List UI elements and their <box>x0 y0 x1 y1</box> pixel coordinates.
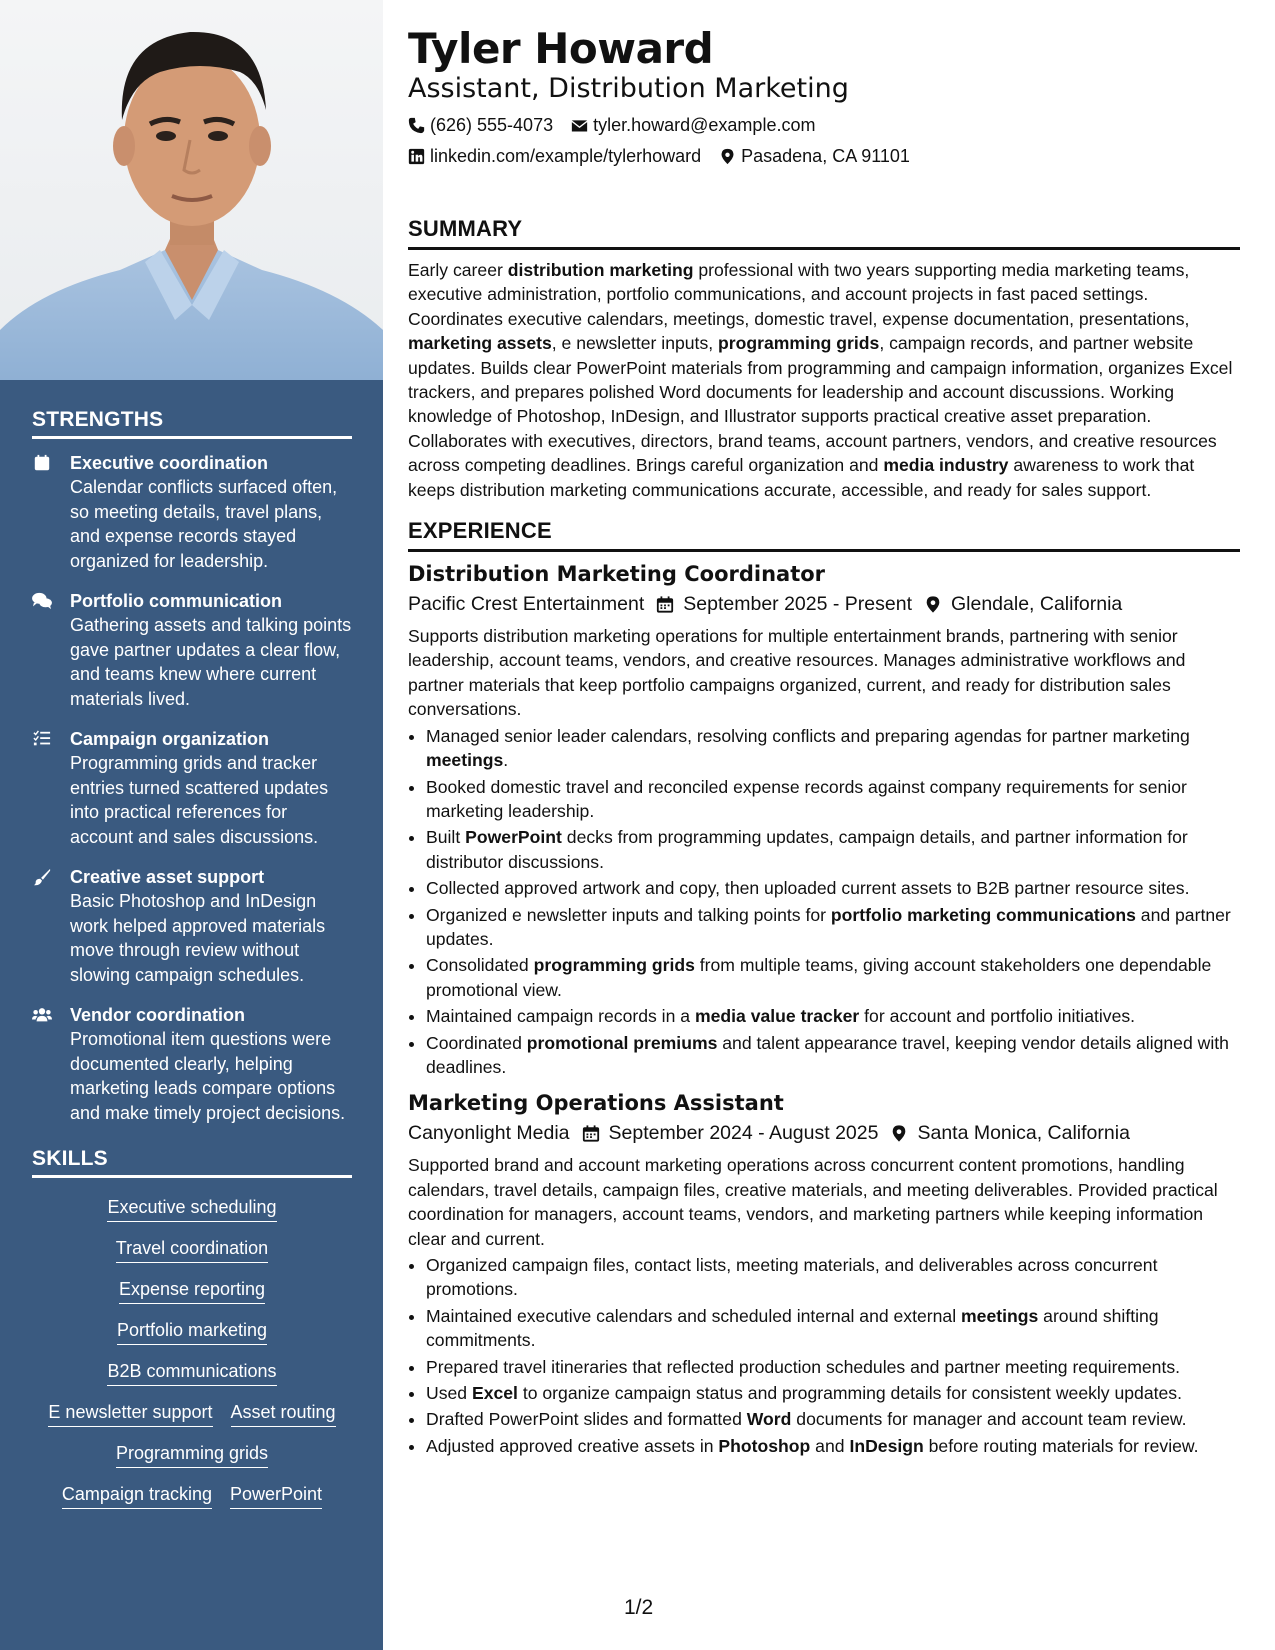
job-description: Supports distribution marketing operations for multiple entertainment brands, partnering with senior leadership, account teams, vendors, and creative resources. Manages administrative workflows and partner materials that keep portfolio campaigns organized, current, and ready for distribution sales conversations. <box>408 626 1186 720</box>
strength-item <box>32 1003 352 1125</box>
emphasis-text: media value tracker <box>694 1006 860 1027</box>
skill-tag: B2B communications <box>107 1360 276 1386</box>
text-segment: decks from programming updates, campaign details, and partner information for distributor discussions. <box>426 827 1188 872</box>
strength-item <box>32 451 352 573</box>
skills-list <box>32 1190 352 1509</box>
text-segment: around shifting commitments. <box>426 1305 1159 1351</box>
email-contact[interactable] <box>571 113 815 137</box>
strength-title: Portfolio communication <box>70 591 283 611</box>
skill-tag: Expense reporting <box>119 1278 265 1304</box>
job-bullets <box>408 724 1240 1080</box>
text-segment: Coordinated <box>426 1032 527 1053</box>
main-content <box>408 24 1240 1458</box>
text-segment: Drafted PowerPoint slides and formatted <box>426 1409 747 1430</box>
strength-description: Calendar conflicts surfaced often, so meeting details, travel plans, and expense records stayed organized for leadership. <box>70 477 338 571</box>
skill-tag: Travel coordination <box>116 1237 268 1263</box>
strength-title: Campaign organization <box>70 729 270 749</box>
strength-description: Promotional item questions were documented clearly, helping marketing leads compare options and make timely project decisions. <box>70 1029 346 1123</box>
calendar-icon <box>32 451 70 573</box>
list-item <box>426 1304 1240 1353</box>
list-check-icon <box>32 727 70 849</box>
text-segment: professional with two years supporting media marketing teams, executive administration, portfolio communications, and account projects in fast paced settings. Coordinates executive calendars, meetings, domestic travel, expense documentation, presentations, <box>408 260 1190 329</box>
map-pin-icon <box>890 1124 908 1143</box>
contact-row <box>408 144 1240 168</box>
paintbrush-icon <box>32 865 70 987</box>
contact-row <box>408 113 1240 137</box>
linkedin-url[interactable]: linkedin.com/example/tylerhoward <box>430 146 702 166</box>
list-item <box>426 825 1240 874</box>
text-segment: Consolidated <box>426 955 534 976</box>
page-number: 1/2 <box>624 1596 654 1619</box>
list-item <box>426 1407 1240 1431</box>
list-item <box>426 876 1240 900</box>
text-segment: Collected approved artwork and copy, then uploaded current assets to B2B partner resource sites. <box>426 878 1190 899</box>
skill-tag: E newsletter support <box>48 1401 212 1427</box>
profile-photo <box>0 0 383 380</box>
emphasis-text: marketing assets <box>408 333 552 354</box>
linkedin-contact[interactable] <box>408 144 701 168</box>
list-item <box>426 724 1240 773</box>
job-entry <box>408 560 1240 1079</box>
envelope-icon <box>571 117 588 134</box>
skill-tag: PowerPoint <box>230 1483 322 1509</box>
strength-item <box>32 589 352 711</box>
text-segment: Built <box>426 827 466 848</box>
company-name: Canyonlight Media <box>408 1122 570 1145</box>
list-item <box>426 903 1240 952</box>
text-segment: Adjusted approved creative assets in <box>426 1435 719 1456</box>
text-segment: and <box>810 1435 850 1456</box>
summary-heading: SUMMARY <box>408 216 1240 250</box>
text-segment: documents for manager and account team review. <box>791 1409 1187 1430</box>
email-address[interactable]: tyler.howard@example.com <box>593 115 816 135</box>
list-item <box>426 775 1240 824</box>
list-item <box>426 953 1240 1002</box>
text-segment: Maintained campaign records in a <box>426 1006 695 1027</box>
list-item <box>426 1381 1240 1405</box>
summary-text <box>408 258 1240 502</box>
text-segment: Used <box>426 1383 472 1404</box>
emphasis-text: Excel <box>471 1383 518 1404</box>
emphasis-text: distribution marketing <box>507 260 694 280</box>
text-segment: from multiple teams, giving account stakeholders one dependable promotional view. <box>426 955 1212 1000</box>
users-icon <box>32 1003 70 1125</box>
skill-tag: Programming grids <box>116 1442 268 1468</box>
candidate-title: Assistant, Distribution Marketing <box>408 73 849 104</box>
phone-icon <box>408 117 425 134</box>
strengths-heading: STRENGTHS <box>32 408 352 439</box>
experience-heading: EXPERIENCE <box>408 518 1240 552</box>
emphasis-text: portfolio marketing communications <box>830 904 1136 925</box>
text-segment: awareness to work that keeps distribution marketing communications accurate, accessible, and ready for sales support. <box>408 455 1195 500</box>
sidebar-content <box>32 408 352 1509</box>
list-item <box>426 1004 1240 1028</box>
strength-description: Basic Photoshop and InDesign work helped approved materials move through review without slowing campaign schedules. <box>70 891 326 985</box>
comments-icon <box>32 589 70 711</box>
text-segment: and partner updates. <box>426 904 1231 949</box>
phone-contact <box>408 113 553 137</box>
sidebar <box>0 0 383 1650</box>
list-item <box>426 1253 1240 1302</box>
strength-description: Programming grids and tracker entries turned scattered updates into practical references for account and sales discussions. <box>70 753 329 847</box>
text-segment: Prepared travel itineraries that reflected production schedules and partner meeting requirements. <box>426 1356 1181 1377</box>
map-pin-icon <box>719 148 736 165</box>
calendar-icon <box>582 1124 600 1143</box>
job-description: Supported brand and account marketing operations across concurrent content promotions, handling calendars, travel details, campaign files, creative materials, and meeting deliverables. Provided practical coordination for managers, account teams, vendors, and marketing partners while keeping information clear and current. <box>408 1155 1218 1249</box>
emphasis-text: meetings <box>961 1305 1039 1326</box>
candidate-name: Tyler Howard <box>408 24 714 73</box>
job-meta <box>408 590 1240 618</box>
skill-tag: Asset routing <box>231 1401 336 1427</box>
text-segment: to organize campaign status and programming details for consistent weekly updates. <box>517 1383 1182 1404</box>
job-location: Glendale, California <box>950 593 1123 616</box>
job-entry <box>408 1089 1240 1458</box>
text-segment: before routing materials for review. <box>923 1435 1199 1456</box>
text-segment: , e newsletter inputs, <box>551 333 719 354</box>
emphasis-text: programming grids <box>533 955 695 976</box>
skills-heading: SKILLS <box>32 1147 352 1178</box>
list-item <box>426 1355 1240 1379</box>
phone-number: (626) 555-4073 <box>430 115 554 135</box>
strength-item <box>32 727 352 849</box>
job-meta <box>408 1119 1240 1147</box>
emphasis-text: programming grids <box>718 333 880 354</box>
strength-item <box>32 865 352 987</box>
job-bullets <box>408 1253 1240 1458</box>
location-text: Pasadena, CA 91101 <box>741 146 910 166</box>
linkedin-icon <box>408 148 425 165</box>
job-dates: September 2024 - August 2025 <box>608 1122 879 1145</box>
strength-title: Creative asset support <box>70 867 265 887</box>
company-name: Pacific Crest Entertainment <box>408 593 645 616</box>
skill-tag: Executive scheduling <box>107 1196 276 1222</box>
strength-title: Executive coordination <box>70 453 269 473</box>
text-segment: and talent appearance travel, keeping vendor details aligned with deadlines. <box>426 1032 1229 1077</box>
text-segment: for account and portfolio initiatives. <box>859 1006 1136 1027</box>
job-location: Santa Monica, California <box>917 1122 1130 1145</box>
job-title: Marketing Operations Assistant <box>408 1091 784 1116</box>
text-segment: Booked domestic travel and reconciled expense records against company requirements for senior marketing leadership. <box>426 776 1187 821</box>
emphasis-text: Word <box>746 1409 792 1430</box>
skill-tag: Campaign tracking <box>62 1483 212 1509</box>
emphasis-text: Photoshop <box>718 1435 811 1456</box>
text-segment: Maintained executive calendars and scheduled internal and external <box>426 1305 962 1326</box>
text-segment: Managed senior leader calendars, resolving conflicts and preparing agendas for partner marketing <box>426 725 1190 746</box>
skill-tag: Portfolio marketing <box>117 1319 267 1345</box>
job-dates: September 2025 - Present <box>683 593 912 616</box>
emphasis-text: PowerPoint <box>465 827 562 848</box>
text-segment: Early career <box>408 260 508 280</box>
emphasis-text: meetings <box>426 750 504 771</box>
location-contact <box>719 144 910 168</box>
strength-title: Vendor coordination <box>70 1005 246 1025</box>
strength-description: Gathering assets and talking points gave partner updates a clear flow, and teams knew where current materials lived. <box>70 615 352 709</box>
text-segment: Organized campaign files, contact lists, meeting materials, and deliverables across concurrent promotions. <box>426 1255 1158 1300</box>
text-segment: . <box>503 750 509 771</box>
emphasis-text: promotional premiums <box>526 1032 718 1053</box>
text-segment: , campaign records, and partner website updates. Builds clear PowerPoint materials from programming and campaign information, organizes Excel trackers, and prepares polished Word documents for leadership and account discussions. Working knowledge of Photoshop, InDesign, and Illustrator supports practical creative asset preparation. Collaborates with executives, directors, brand teams, account partners, vendors, and creative resources across competing deadlines. Brings careful organization and <box>408 333 1233 476</box>
job-title: Distribution Marketing Coordinator <box>408 562 826 587</box>
calendar-icon <box>656 595 674 614</box>
emphasis-text: InDesign <box>849 1435 924 1456</box>
map-pin-icon <box>924 595 942 614</box>
list-item <box>426 1031 1240 1080</box>
list-item <box>426 1434 1240 1458</box>
emphasis-text: media industry <box>883 455 1009 476</box>
text-segment: Organized e newsletter inputs and talking points for <box>426 904 831 925</box>
